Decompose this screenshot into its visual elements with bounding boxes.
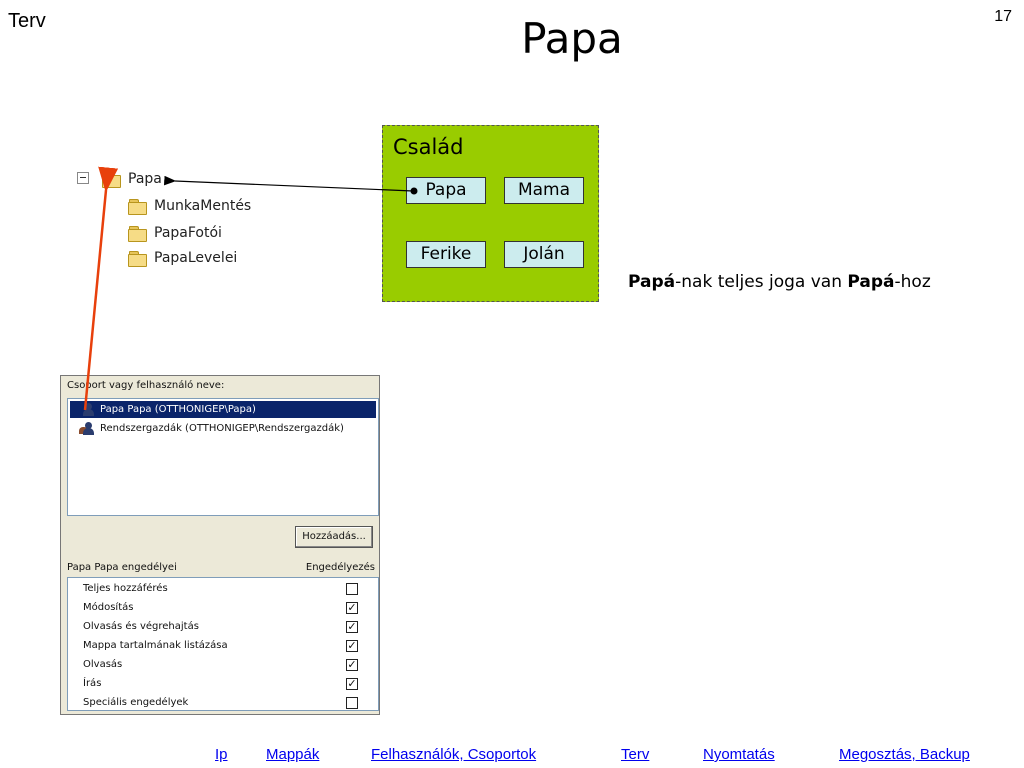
user-name: Rendszergazdák (OTTHONIGEP\Rendszergazdák) — [100, 423, 344, 434]
link-arrow — [175, 181, 413, 191]
nav-link-mappak[interactable]: Mappák — [266, 746, 320, 763]
permission-label: Olvasás — [83, 659, 123, 670]
permission-label: Olvasás és végrehajtás — [83, 621, 199, 632]
users-label: Csoport vagy felhasználó neve: — [67, 380, 225, 391]
tree-item-label: PapaLevelei — [154, 250, 238, 266]
permission-label: Mappa tartalmának listázása — [83, 640, 228, 651]
allow-checkbox[interactable]: ✓ — [347, 639, 357, 652]
rights-object: Papá — [847, 272, 895, 292]
nav-link-terv[interactable]: Terv — [621, 746, 650, 763]
permission-label: Teljes hozzáférés — [83, 583, 168, 594]
tree-item-label: MunkaMentés — [154, 198, 252, 214]
allow-checkbox[interactable]: ✓ — [347, 620, 357, 633]
rights-subject: Papá — [628, 272, 676, 292]
allow-checkbox[interactable]: ✓ — [347, 658, 357, 671]
allow-checkbox[interactable]: ✓ — [347, 677, 357, 690]
member-label: Mama — [517, 180, 571, 200]
link-dot — [411, 188, 418, 195]
page-number: 17 — [994, 8, 1012, 25]
corner-title: Terv — [8, 10, 46, 32]
group-title: Család — [393, 135, 464, 159]
allow-checkbox[interactable]: ✓ — [347, 601, 357, 614]
member-label: Ferike — [420, 244, 472, 264]
permission-label: Módosítás — [83, 602, 134, 613]
permissions-title: Papa Papa engedélyei — [67, 562, 177, 573]
permission-label: Írás — [83, 678, 102, 689]
permission-label: Speciális engedélyek — [83, 697, 189, 708]
user-name: Papa Papa (OTTHONIGEP\Papa) — [100, 404, 256, 415]
nav-link-felhasznalok[interactable]: Felhasználók, Csoportok — [371, 746, 537, 763]
member-label: Papa — [425, 180, 467, 200]
nav-link-nyomtatas[interactable]: Nyomtatás — [703, 746, 775, 763]
rights-end: -hoz — [894, 272, 931, 292]
tree-item-label: PapaFotói — [154, 225, 222, 241]
red-arrow — [85, 190, 106, 410]
tree-item-label: Papa — [128, 171, 162, 187]
member-label: Jolán — [523, 244, 565, 264]
nav-link-megosztas[interactable]: Megosztás, Backup — [839, 746, 970, 763]
rights-middle: -nak teljes joga van — [675, 272, 848, 292]
nav-link-ip[interactable]: Ip — [215, 746, 228, 763]
slide-title: Papa — [521, 14, 623, 63]
add-button[interactable]: Hozzáadás... — [295, 526, 373, 548]
allow-column-header: Engedélyezés — [305, 562, 375, 573]
